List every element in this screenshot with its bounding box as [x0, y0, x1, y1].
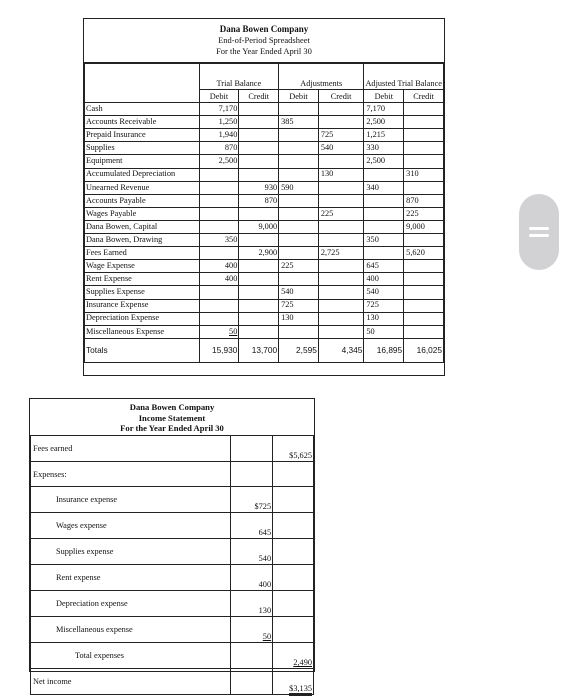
worksheet-row	[85, 234, 444, 247]
cell-tb-cr	[239, 181, 279, 194]
cell-tb-dr	[199, 207, 239, 220]
expense-amount-cell	[231, 513, 273, 539]
cell-atb-cr	[404, 260, 444, 273]
expense-label: Miscellaneous expense	[31, 617, 231, 643]
worksheet-row	[85, 325, 444, 338]
net-income-amount: $3,135	[289, 684, 312, 696]
worksheet-heading	[84, 19, 444, 63]
worksheet-row	[85, 247, 444, 260]
cell-adj-dr	[279, 220, 319, 233]
cell-adj-cr	[318, 103, 364, 116]
expense-amount: 540	[258, 554, 272, 563]
cell-tb-cr	[239, 312, 279, 325]
cell-adj-dr	[279, 260, 319, 273]
cell-atb-cr	[404, 129, 444, 142]
cell-value: 645	[366, 261, 379, 271]
cell-value: 330	[366, 143, 379, 153]
worksheet-row	[85, 273, 444, 286]
cell-atb-dr	[364, 194, 404, 207]
cell-tb-dr	[199, 247, 239, 260]
expense-amount: 400	[258, 580, 272, 589]
account-name: Insurance Expense	[85, 299, 200, 312]
cell-tb-cr	[239, 194, 279, 207]
expense-amount: 645	[258, 528, 272, 537]
cell-atb-dr	[364, 142, 404, 155]
expense-amount: 130	[258, 606, 272, 615]
cell-value: 540	[366, 287, 379, 297]
cell-atb-cr	[404, 325, 444, 338]
cell-adj-cr	[318, 312, 364, 325]
cell-adj-dr	[279, 273, 319, 286]
cell-tb-dr	[199, 273, 239, 286]
cell-atb-dr	[364, 220, 404, 233]
cell-atb-dr	[364, 247, 404, 260]
cell-value: 2,725	[320, 248, 340, 258]
cell-tb-dr	[199, 299, 239, 312]
expense-label: Wages expense	[31, 513, 231, 539]
account-name: Dana Bowen, Capital	[85, 220, 200, 233]
cell-atb-cr	[404, 286, 444, 299]
cell-atb-cr	[404, 194, 444, 207]
cell-value: 725	[366, 300, 379, 310]
fees-earned-label: Fees earned	[31, 436, 231, 462]
cell-value: 7,170	[218, 103, 238, 113]
cell-tb-dr	[199, 260, 239, 273]
cell-adj-cr	[318, 286, 364, 299]
cell-value: 7,170	[366, 103, 386, 113]
worksheet-row	[85, 181, 444, 194]
cell-adj-cr	[318, 168, 364, 181]
cell-atb-dr	[364, 260, 404, 273]
totals-adj-credit: 4,345	[318, 338, 364, 362]
cell-value: 225	[320, 208, 334, 218]
cell-atb-dr	[364, 168, 404, 181]
account-name: Cash	[85, 103, 200, 116]
account-name: Unearned Revenue	[85, 181, 200, 194]
cell-adj-dr	[279, 194, 319, 207]
cell-tb-cr	[239, 299, 279, 312]
handle-line	[529, 227, 549, 230]
account-name: Wage Expense	[85, 260, 200, 273]
adj-credit-header: Credit	[318, 90, 364, 103]
atb-credit-header: Credit	[404, 90, 444, 103]
cell-value: 385	[281, 117, 294, 127]
cell-tb-cr	[239, 116, 279, 129]
account-name: Prepaid Insurance	[85, 129, 200, 142]
cell-value: 225	[281, 261, 294, 271]
cell-adj-cr	[318, 220, 364, 233]
account-name: Depreciation Expense	[85, 312, 200, 325]
cell-value: 2,500	[218, 156, 238, 166]
cell-adj-cr	[318, 116, 364, 129]
expense-label: Depreciation expense	[31, 591, 231, 617]
expense-amount-cell	[231, 565, 273, 591]
adjusted-trial-balance-header: Adjusted Trial Balance	[364, 64, 444, 90]
blank-cell	[273, 591, 314, 617]
cell-adj-cr	[318, 207, 364, 220]
cell-adj-dr	[279, 181, 319, 194]
worksheet-row	[85, 194, 444, 207]
cell-adj-cr	[318, 155, 364, 168]
cell-atb-dr	[364, 155, 404, 168]
account-name: Accounts Payable	[85, 194, 200, 207]
cell-tb-dr	[199, 312, 239, 325]
atb-debit-header: Debit	[364, 90, 404, 103]
cell-tb-dr	[199, 234, 239, 247]
blank-cell	[273, 462, 314, 487]
cell-adj-dr	[279, 116, 319, 129]
account-name: Miscellaneous Expense	[85, 325, 200, 338]
cell-value: 870	[264, 195, 278, 205]
expense-row	[31, 513, 314, 539]
account-name: Fees Earned	[85, 247, 200, 260]
tb-debit-header: Debit	[199, 90, 239, 103]
cell-atb-cr	[404, 247, 444, 260]
worksheet-row	[85, 260, 444, 273]
income-statement-table	[30, 435, 314, 695]
cell-value: 725	[281, 300, 294, 310]
cell-value: 9,000	[406, 221, 425, 231]
cell-atb-dr	[364, 312, 404, 325]
cell-atb-dr	[364, 325, 404, 338]
worksheet-row	[85, 299, 444, 312]
cell-adj-dr	[279, 168, 319, 181]
cell-value: 400	[224, 274, 238, 284]
income-statement	[29, 398, 315, 693]
cell-tb-cr	[239, 142, 279, 155]
blank-cell	[273, 539, 314, 565]
cell-atb-cr	[404, 312, 444, 325]
account-header-cell	[85, 64, 200, 103]
cell-adj-dr	[279, 299, 319, 312]
expense-row	[31, 591, 314, 617]
cell-value: 540	[281, 287, 294, 297]
expense-amount: $725	[254, 502, 272, 511]
cell-tb-dr	[199, 103, 239, 116]
cell-value: 350	[366, 234, 379, 244]
worksheet-row	[85, 142, 444, 155]
cell-atb-cr	[404, 142, 444, 155]
worksheet-period: For the Year Ended April 30	[216, 46, 312, 56]
cell-atb-dr	[364, 103, 404, 116]
cell-value: 2,900	[258, 248, 278, 258]
account-name: Wages Payable	[85, 207, 200, 220]
cell-atb-cr	[404, 273, 444, 286]
cell-adj-cr	[318, 260, 364, 273]
account-name: Supplies Expense	[85, 286, 200, 299]
cell-adj-cr	[318, 325, 364, 338]
expense-label: Insurance expense	[31, 487, 231, 513]
cell-value: 350	[224, 234, 238, 244]
expense-label: Rent expense	[31, 565, 231, 591]
totals-row	[85, 338, 444, 362]
cell-adj-cr	[318, 129, 364, 142]
totals-atb-credit: 16,025	[404, 338, 444, 362]
cell-value: 1,940	[218, 130, 238, 140]
cell-atb-cr	[404, 299, 444, 312]
blank-cell	[273, 487, 314, 513]
cell-tb-dr	[199, 194, 239, 207]
worksheet-row	[85, 129, 444, 142]
cell-atb-dr	[364, 286, 404, 299]
cell-tb-dr	[199, 181, 239, 194]
cell-tb-dr	[199, 142, 239, 155]
adjustments-header: Adjustments	[279, 64, 364, 90]
fees-earned-amount: $5,625	[273, 436, 314, 462]
cell-adj-dr	[279, 234, 319, 247]
cell-tb-cr	[239, 168, 279, 181]
cell-atb-dr	[364, 207, 404, 220]
cell-adj-cr	[318, 142, 364, 155]
cell-value: 540	[320, 143, 334, 153]
cell-tb-cr	[239, 129, 279, 142]
cell-value: 725	[320, 130, 334, 140]
account-name: Rent Expense	[85, 273, 200, 286]
totals-tb-credit: 13,700	[239, 338, 279, 362]
cell-value: 400	[366, 274, 379, 284]
blank-cell	[273, 617, 314, 643]
worksheet-title: End-of-Period Spreadsheet	[218, 35, 310, 45]
cell-value: 1,215	[366, 130, 386, 140]
cell-adj-dr	[279, 129, 319, 142]
is-company: Dana Bowen Company	[129, 402, 215, 412]
cell-tb-cr	[239, 286, 279, 299]
cell-atb-cr	[404, 181, 444, 194]
tb-credit-header: Credit	[239, 90, 279, 103]
cell-tb-dr	[199, 325, 239, 338]
account-name: Accumulated Depreciation	[85, 168, 200, 181]
worksheet-row	[85, 155, 444, 168]
cell-adj-cr	[318, 273, 364, 286]
cell-value: 50	[229, 326, 238, 336]
cell-adj-cr	[318, 181, 364, 194]
cell-atb-cr	[404, 155, 444, 168]
account-name: Accounts Receivable	[85, 116, 200, 129]
cell-atb-cr	[404, 168, 444, 181]
cell-adj-cr	[318, 299, 364, 312]
cell-tb-dr	[199, 286, 239, 299]
cell-tb-cr	[239, 325, 279, 338]
cell-atb-cr	[404, 207, 444, 220]
cell-adj-dr	[279, 155, 319, 168]
worksheet-row	[85, 286, 444, 299]
cell-atb-dr	[364, 273, 404, 286]
cell-adj-dr	[279, 142, 319, 155]
worksheet-table	[84, 63, 444, 363]
cell-adj-cr	[318, 234, 364, 247]
totals-tb-debit: 15,930	[199, 338, 239, 362]
is-period: For the Year Ended April 30	[120, 423, 224, 433]
cell-adj-dr	[279, 247, 319, 260]
worksheet-row	[85, 103, 444, 116]
cell-value: 310	[406, 169, 419, 179]
cell-tb-dr	[199, 220, 239, 233]
blank-cell	[231, 669, 273, 695]
trial-balance-header: Trial Balance	[199, 64, 279, 90]
account-name: Equipment	[85, 155, 200, 168]
net-income-cell	[273, 669, 314, 695]
cell-tb-cr	[239, 273, 279, 286]
cell-adj-dr	[279, 286, 319, 299]
cell-value: 340	[366, 182, 379, 192]
worksheet-company: Dana Bowen Company	[219, 24, 309, 34]
cell-atb-cr	[404, 116, 444, 129]
cell-value: 590	[281, 182, 294, 192]
worksheet	[83, 18, 445, 376]
cell-value: 2,500	[366, 117, 386, 127]
cell-value: 130	[281, 313, 294, 323]
cell-value: 400	[224, 261, 238, 271]
blank-cell	[231, 462, 273, 487]
cell-value: 2,500	[366, 156, 386, 166]
cell-adj-dr	[279, 103, 319, 116]
worksheet-row	[85, 168, 444, 181]
expense-amount-cell	[231, 591, 273, 617]
blank-cell	[273, 513, 314, 539]
cell-atb-dr	[364, 299, 404, 312]
cell-atb-dr	[364, 181, 404, 194]
cell-adj-dr	[279, 207, 319, 220]
cell-value: 50	[366, 326, 375, 336]
cell-atb-cr	[404, 220, 444, 233]
cell-atb-cr	[404, 234, 444, 247]
totals-label: Totals	[85, 338, 200, 362]
total-expenses-label: Total expenses	[31, 643, 231, 669]
net-income-label: Net income	[31, 669, 231, 695]
cell-tb-cr	[239, 234, 279, 247]
expenses-label: Expenses:	[31, 462, 231, 487]
cell-tb-cr	[239, 247, 279, 260]
account-name: Dana Bowen, Drawing	[85, 234, 200, 247]
cell-tb-cr	[239, 207, 279, 220]
cell-adj-dr	[279, 325, 319, 338]
cell-atb-dr	[364, 129, 404, 142]
cell-tb-cr	[239, 103, 279, 116]
expense-amount-cell	[231, 487, 273, 513]
expense-row	[31, 539, 314, 565]
worksheet-row	[85, 116, 444, 129]
cell-tb-cr	[239, 220, 279, 233]
expense-label: Supplies expense	[31, 539, 231, 565]
total-expenses-amount: 2,490	[293, 658, 312, 667]
cell-adj-dr	[279, 312, 319, 325]
expense-row	[31, 565, 314, 591]
totals-adj-debit: 2,595	[279, 338, 319, 362]
cell-adj-cr	[318, 194, 364, 207]
worksheet-row	[85, 207, 444, 220]
blank-cell	[273, 565, 314, 591]
cell-atb-dr	[364, 116, 404, 129]
cell-value: 1,250	[218, 117, 238, 127]
cell-atb-dr	[364, 234, 404, 247]
worksheet-row	[85, 220, 444, 233]
cell-value: 5,620	[406, 248, 425, 258]
total-expenses-cell	[273, 643, 314, 669]
cell-value: 930	[264, 182, 278, 192]
cell-value: 130	[320, 169, 334, 179]
expense-amount-cell	[231, 617, 273, 643]
cell-tb-cr	[239, 260, 279, 273]
blank-cell	[231, 643, 273, 669]
cell-tb-dr	[199, 168, 239, 181]
totals-atb-debit: 16,895	[364, 338, 404, 362]
cell-value: 870	[224, 143, 238, 153]
cell-adj-cr	[318, 247, 364, 260]
handle-line	[529, 234, 549, 237]
cell-value: 870	[406, 195, 419, 205]
cell-tb-dr	[199, 116, 239, 129]
cell-value: 225	[406, 208, 419, 218]
expense-amount-cell	[231, 539, 273, 565]
cell-tb-dr	[199, 155, 239, 168]
cell-value: 9,000	[258, 221, 278, 231]
expense-row	[31, 617, 314, 643]
adj-debit-header: Debit	[279, 90, 319, 103]
is-title: Income Statement	[138, 412, 206, 423]
blank-cell	[231, 436, 273, 462]
income-statement-heading	[30, 399, 314, 434]
cell-tb-dr	[199, 129, 239, 142]
worksheet-row	[85, 312, 444, 325]
cell-value: 130	[366, 313, 379, 323]
expense-amount: 50	[262, 632, 272, 641]
cell-atb-cr	[404, 103, 444, 116]
cell-tb-cr	[239, 155, 279, 168]
expense-row	[31, 487, 314, 513]
account-name: Supplies	[85, 142, 200, 155]
drag-handle-icon[interactable]	[519, 194, 559, 270]
